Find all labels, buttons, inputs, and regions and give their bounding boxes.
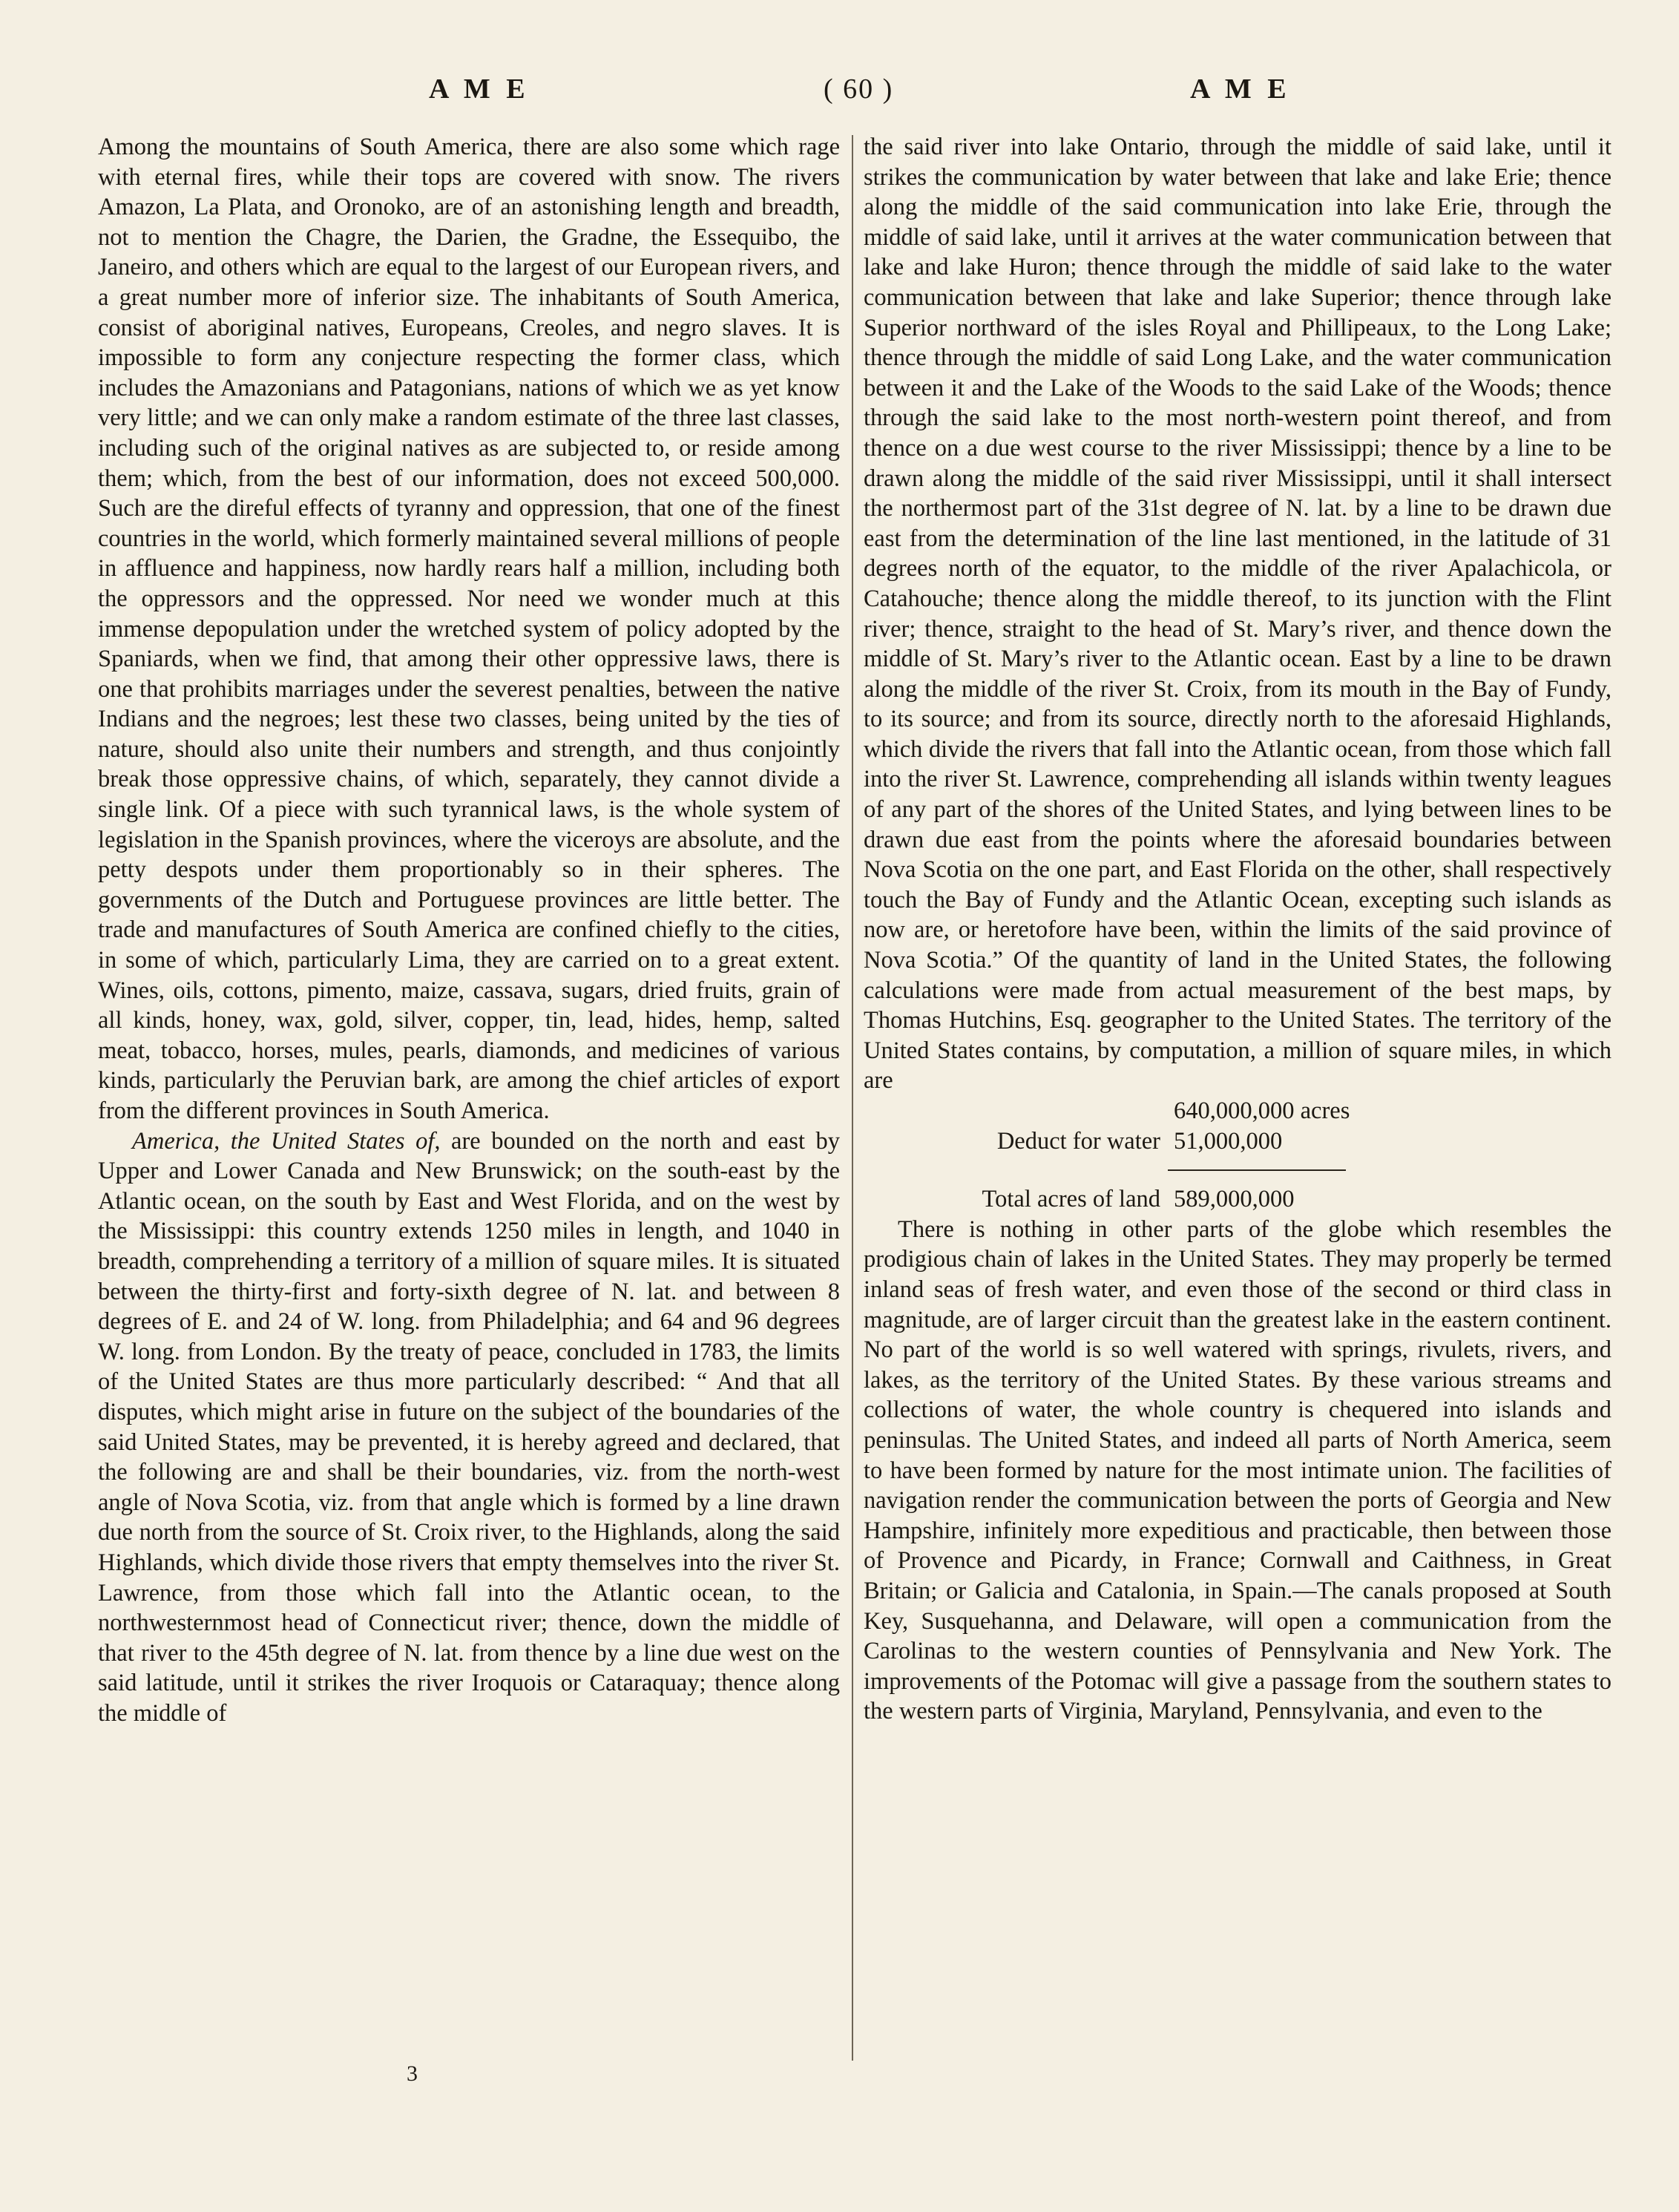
computation-label: Total acres of land: [982, 1186, 1160, 1213]
sum-rule: [1168, 1169, 1346, 1171]
computation-value: 589,000,000: [1174, 1186, 1295, 1213]
running-head-right: A M E: [1190, 73, 1291, 105]
right-column: [864, 132, 1611, 1727]
computation-sum-rule-row: [864, 1156, 1611, 1184]
left-column: [98, 132, 840, 1728]
lakes-paragraph: There is nothing in other parts of the globe which resembles the prodigious chain of lakes in the United States. They may properly be termed inland seas of fresh water, and even those of the second or third class in magnitude, are of larger circuit than the greatest lake in the eastern continent. No part of the world is so well watered with springs, rivulets, rivers, and lakes, as the territory of the United States. By these various streams and collections of water, the whole country is chequered into islands and peninsulas. The United States, and indeed all parts of North America, seem to have been formed by nature for the most intimate union. The facilities of navigation render the communication between the ports of Georgia and New Hampshire, infinitely more expeditious and practicable, then between those of Provence and Picardy, in France; Cornwall and Caithness, in Great Britain; or Galicia and Catalonia, in Spain.—The canals proposed at South Key, Susquehanna, and Delaware, will open a communication from the Carolinas to the western counties of Pennsylvania and New York. The improvements of the Potomac will give a passage from the southern states to the western parts of Virginia, Maryland, Pennsylvania, and even to the: [864, 1215, 1611, 1725]
united-states-paragraph: [98, 1126, 840, 1729]
computation-row-water: [864, 1126, 1611, 1157]
page-number: ( 60 ): [824, 73, 894, 105]
south-america-paragraph: Among the mountains of South America, there are also some which rage with eternal fires, while their tops are covered with snow. The rivers Amazon, La Plata, and Oronoko, are of an astonishing length and breadth, not to mention the Chagre, the Darien, the Gradne, the Essequibo, the Janeiro, and others which are equal to the largest of our European rivers, and a great number more of inferior size. The inhabitants of South America, consist of aboriginal natives, Europeans, Creoles, and negro slaves. It is impossible to form any conjecture respecting the former class, which includes the Amazonians and Patagonians, nations of which we as yet know very little; and we can only make a random estimate of the three last classes, including such of the original natives as are subjected to, or reside among them; which, from the best of our information, does not exceed 500,000. Such are the direful effects of tyranny and oppression, that one of the finest countries in the world, which formerly maintained several millions of people in affluence and happiness, now hardly rears half a million, including both the oppressors and the oppressed. Nor need we wonder much at this immense depopulation under the wretched system of policy adopted by the Spaniards, when we find, that among their other oppressive laws, there is one that prohibits marriages under the severest penalties, between the native Indians and the negroes; lest these two classes, being united by the ties of nature, should also unite their numbers and strength, and thus conjointly break those oppressive chains, of which, separately, they cannot divide a single link. Of a piece with such tyrannical laws, is the whole system of legislation in the Spanish provinces, where the viceroys are absolute, and the petty despots under them proportionably so in their spheres. The governments of the Dutch and Portuguese provinces are little better. The trade and manufactures of South America are confined chiefly to the cities, in some of which, particularly Lima, they are carried on to a great extent. Wines, oils, cottons, pimento, maize, cassava, sugars, dried fruits, grain of all kinds, honey, wax, gold, silver, copper, tin, lead, hides, hemp, salted meat, tobacco, horses, mules, pearls, diamonds, and medicines of various kinds, particularly the Peruvian bark, are among the chief articles of export from the different provinces in South America.: [98, 134, 840, 1124]
land-computation-table: [864, 1096, 1611, 1215]
running-head: [0, 73, 1679, 117]
computation-label: [864, 1096, 1174, 1126]
signature-mark: 3: [407, 2061, 418, 2086]
column-divider: [852, 135, 853, 2061]
boundaries-continued-paragraph: the said river into lake Ontario, through the middle of said lake, until it strikes the communication by water between that lake and lake Erie; thence along the middle of the said communication into lake Erie, through the middle of said lake, until it arrives at the water communication between that lake and lake Huron; thence through the middle of said lake to the water communication between that lake and lake Superior; thence through lake Superior northward of the isles Royal and Phillipeaux, to the Long Lake; thence through the middle of said Long Lake, and the water communication between it and the Lake of the Woods to the said Lake of the Woods; thence through the said lake to the most north-western point thereof, and from thence on a due west course to the river Mississippi; thence by a line to be drawn along the middle of the said river Mississippi, until it shall intersect the northermost part of the 31st degree of N. lat. by a line to be drawn due east from the determination of the line last mentioned, in the latitude of 31 degrees north of the equator, to the middle of the river Apalachicola, or Catahouche; thence along the middle thereof, to its junction with the Flint river; thence, straight to the head of St. Mary’s river, and thence down the middle of St. Mary’s river to the Atlantic ocean. East by a line to be drawn along the middle of the river St. Croix, from its mouth in the Bay of Fundy, to its source; and from its source, directly north to the aforesaid Highlands, which divide the rivers that fall into the Atlantic ocean, from those which fall into the river St. Lawrence, comprehending all islands within twenty leagues of any part of the shores of the United States, and lying between lines to be drawn due east from the points where the aforesaid boundaries between Nova Scotia on the one part, and East Florida on the other, shall respectively touch the Bay of Fundy and the Atlantic Ocean, excepting such islands as now are, or heretofore have been, within the limits of the said province of Nova Scotia.” Of the quantity of land in the United States, the following calculations were made from actual measurement of the best maps, by Thomas Hutchins, Esq. geographer to the United States. The territory of the United States contains, by computation, a million of square miles, in which are: [864, 134, 1611, 1094]
computation-row-total-area: [864, 1096, 1611, 1126]
running-head-left: A M E: [429, 73, 530, 105]
united-states-text: are bounded on the north and east by Upper and Lower Canada and New Brunswick; on the south-east by the Atlantic ocean, on the south by East and West Florida, and on the west by the Mississippi: this country extends 1250 miles in length, and 1040 in breadth, comprehending a territory of a million of square miles. It is situated between the thirty-first and forty-sixth degree of N. lat. and between 8 degrees of E. and 24 of W. long. from Philadelphia; and 64 and 96 degrees W. long. from London. By the treaty of peace, concluded in 1783, the limits of the United States are thus more particularly described: “ And that all disputes, which might arise in future on the subject of the boundaries of the said United States, may be prevented, it is hereby agreed and declared, that the following are and shall be their boundaries, viz. from the north-west angle of Nova Scotia, viz. from that angle which is formed by a line drawn due north from the source of St. Croix river, to the Highlands, along the said Highlands, which divide those rivers that empty themselves into the river St. Lawrence, from those which fall into the Atlantic ocean, to the northwesternmost head of Connecticut river; thence, down the middle of that river to the 45th degree of N. lat. from thence by a line due west on the said latitude, until it strikes the river Iroquois or Cataraquay; thence along the middle of: [98, 1127, 841, 1727]
entry-headword: America, the United States of,: [132, 1127, 441, 1155]
computation-value: 640,000,000 acres: [1174, 1097, 1350, 1124]
computation-value: 51,000,000: [1174, 1127, 1283, 1155]
computation-row-land: [864, 1184, 1611, 1215]
computation-label: Deduct for water: [996, 1127, 1160, 1155]
